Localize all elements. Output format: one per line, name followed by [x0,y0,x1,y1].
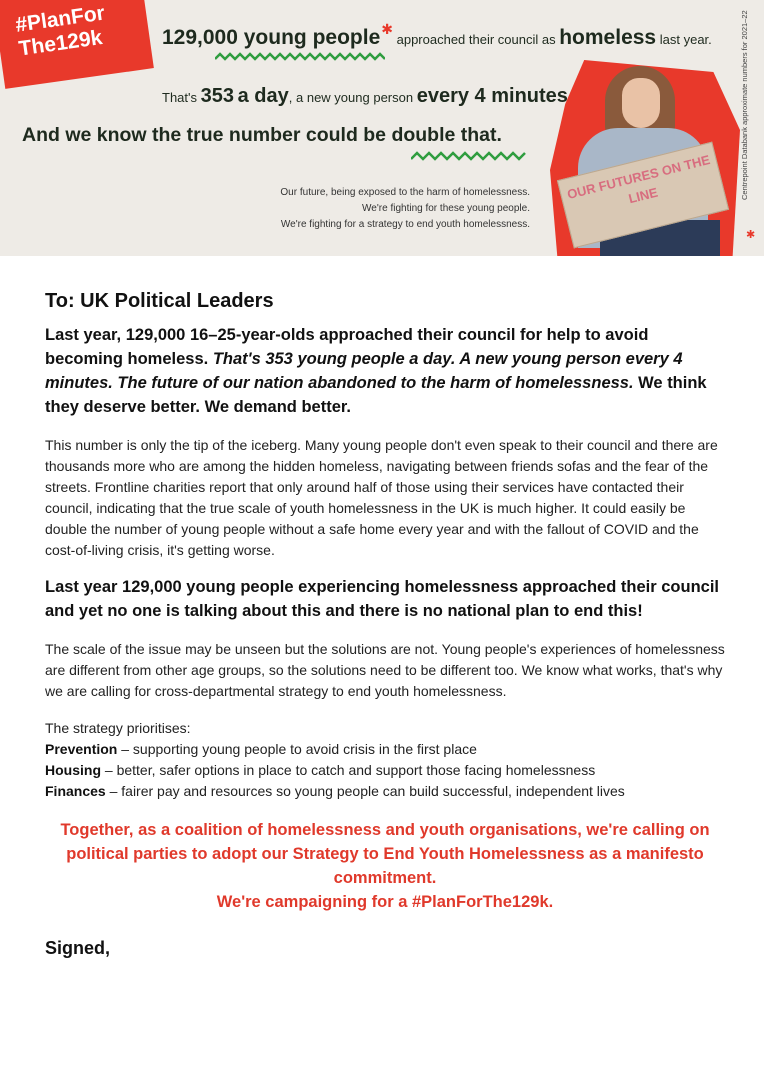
priority-item [45,760,725,781]
letter-recipient: To: UK Political Leaders [45,290,274,312]
stat-prefix: That's [162,90,197,105]
banner-headline: And we know the true number could be double that. [22,124,502,146]
wavy-underline-icon [411,150,526,162]
subheading: Last year 129,000 young people experiencing homelessness approached their council and yet no one is talking about this and there is no national plan to end this! [45,578,719,620]
banner-taglines [240,185,530,233]
asterisk-icon: ✱ [381,21,393,37]
body-paragraph-2: The scale of the issue may be unseen but the solutions are not. Young people's experiences of homelessness are different from other age groups, so the solutions need to be different too. We know what works, that's why we are calling for cross-departmental strategy to end youth homelessness. [45,641,725,699]
protest-sign: OUR FUTURES ON THE LINE [557,142,729,249]
stat-a-day: a day [237,85,289,107]
strategy-priorities [45,718,725,802]
tagline: We're fighting for these young people. [362,203,530,214]
lead-end: We think they deserve better. We demand better. [45,374,707,416]
priority-desc: – supporting young people to avoid crisis in the first place [117,741,477,757]
priority-desc: – better, safer options in place to catch and support those facing homelessness [101,762,596,778]
stat-new-person: , a new young person [288,90,414,105]
stat-end-text: last year. [659,32,712,47]
campaign-banner [0,0,764,256]
priority-term: Housing [45,762,101,778]
lead-paragraph [45,323,725,419]
stat-every-4-minutes: every 4 minutes [416,85,568,107]
stat-young-people: 129,000 young people [162,26,381,49]
tagline: We're fighting for a strategy to end youth homelessness. [280,219,530,230]
data-source-credit: Centrepoint Databank approximate numbers for 2021–22 [740,10,749,200]
priority-item [45,781,725,802]
lead-italic: That's 353 young people a day. A new young person every 4 minutes. The future of our nation abandoned to the harm of homelessness. [45,350,683,392]
priority-term: Prevention [45,741,118,757]
call-to-action [45,818,725,914]
tagline: Our future, being exposed to the harm of homelessness. [280,187,530,198]
lead-bold: Last year, 129,000 16–25-year-olds approached their council for help to avoid becoming homeless. [45,326,649,368]
hashtag-text: #PlanFor The129k [14,1,107,61]
asterisk-icon: ✱ [746,229,756,241]
cta-text: Together, as a coalition of homelessness and youth organisations, we're calling on political parties to adopt our Strategy to End Youth Homelessness as a manifesto commitment. [60,821,710,887]
person-face [622,78,660,128]
strategy-intro: The strategy prioritises: [45,720,191,736]
priority-item [45,739,725,760]
signature-label: Signed, [45,938,111,958]
body-paragraph-1: This number is only the tip of the iceberg. Many young people don't even speak to their council and there are thousands more who are among the hidden homeless, navigating between friends sofas and the fear of the streets. Frontline charities report that only around half of those using their services have contacted their council, indicating that the true scale of youth homelessness in the UK is much higher. It could easily be double the number of young people without a safe home every year and with the fallout of COVID and the cost-of-living crisis, it's getting worse. [45,437,718,558]
letter-body [45,290,725,959]
stat-homeless: homeless [559,26,657,49]
banner-stat-line-1 [162,21,712,50]
priority-term: Finances [45,783,106,799]
stat-353: 353 [200,85,234,107]
banner-stat-line-2 [162,76,584,110]
wavy-underline-icon [215,52,385,62]
priority-desc: – fairer pay and resources so young people can build successful, independent lives [105,783,625,799]
cta-hashtag: We're campaigning for a #PlanForThe129k. [216,893,554,911]
stat-middle-text: approached their council as [396,32,556,47]
